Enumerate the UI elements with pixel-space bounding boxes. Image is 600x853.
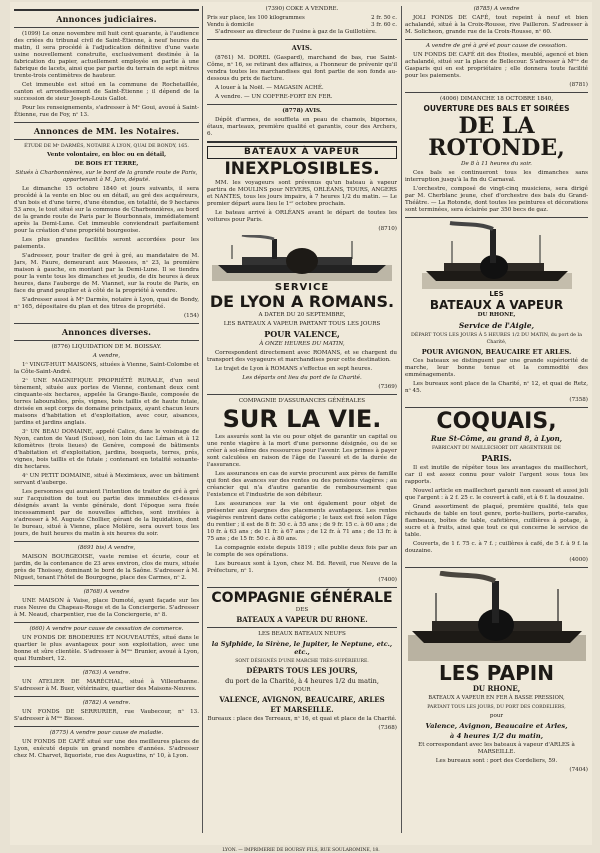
divider <box>14 585 199 586</box>
text-paragraph: Et correspondant avec les bateaux à vapeur d'ARLES à MARSEILLE. <box>418 741 575 755</box>
divider <box>207 39 397 40</box>
section-heading-notaires: Annonces de MM. les Notaires. <box>33 126 180 136</box>
text-paragraph: S'adresser aussi à Mᵉ Darmès, notaire à Lyon, quai de Bondy, nᵒ 165, dépositaire du plan et des titres de propriété. <box>14 297 199 310</box>
text-paragraph: Le trajet de Lyon à ROMANS s'effectue en sept heures. <box>215 366 373 372</box>
ad-heading: BATEAUX A VAPEUR <box>429 297 564 312</box>
ad-line: Service de l'Aigle, <box>458 320 535 330</box>
ad-line: Valence, Avignon, Beaucaire et Arles, <box>425 721 568 730</box>
ad-line: A DATER DU 20 SEPTEMBRE, <box>258 312 346 318</box>
section-heading-judiciaires: Annonces judiciaires. <box>56 14 157 24</box>
notice-subheading: ÉTUDE DE Mᵉ DARMÈS, NOTAIRE À LYON, QUAI DE BONDY, 165. <box>24 144 189 149</box>
ad-heading: BATEAUX À VAPEUR <box>207 146 397 159</box>
ad-heading: COMPAGNIE GÉNÉRALE <box>211 590 393 606</box>
ad-heading: OUVERTURE DES BALS ET SOIRÉES <box>423 104 570 113</box>
text-paragraph: Nouvel article en maillechort garanti non cassant et aussi joli que l'argent : à 2 f. 25 c. le couvert à café, et à 6 f. la douzaine. <box>405 487 588 501</box>
ad-line: DU RHONE, <box>472 683 521 693</box>
ad-heading: COQUAIS, <box>436 408 557 434</box>
ad-line: POUR AVIGNON, BEAUCAIRE ET ARLES. <box>421 347 572 356</box>
divider <box>14 9 199 11</box>
column-rule <box>202 6 203 833</box>
ad-line: PARTANT TOUS LES JOURS, DU PORT DES CORDELIERS, <box>427 704 566 710</box>
ad-line: à 4 heures 1/2 du matin, <box>449 731 544 740</box>
text-paragraph: 2ᵒ UNE MAGNIFIQUE PROPRIÉTÉ RURALE, d'un seul tènement, située aux portes de Vienne, contenant deux cent cinquante-six hectares, appelée la Grange-Baule, composée de terres labourables, prés, vignes, bois taillis et de haute futaie, divisée en sept corps de domaine principaux, ayant chacun leurs maisons d'habitation et d'exploitation, avec cour, aisances, jardins et jardins anglais. <box>14 378 199 426</box>
divider <box>14 122 199 123</box>
divider <box>14 726 199 727</box>
divider <box>14 323 199 324</box>
ad-line: BATEAUX A VAPEUR DU RHONE. <box>236 615 368 624</box>
notice-heading: AVIS. <box>291 44 313 52</box>
text-paragraph: 4ᵒ UN PETIT DOMAINE, situé à Meximieux, avec un bâtiment servant d'auberge. <box>14 473 199 486</box>
price-value: 3 fr. 60 c. <box>371 22 397 28</box>
notice-subheading: A vendre de gré à gré et pour cause de cessation. <box>425 43 568 49</box>
text-paragraph: Les assurances sur la vie ont également pour objet de présenter aux épargnes des placements avantageux. Les rentes viagères rentrent dans cette catégorie ; le taux est fixé selon l'âge du rentier ; il est de 8 fr. 30 c. à 55 ans ; de 9 fr. 15 c. à 60 ans ; de 10 fr. à 63 ans ; de 11 fr. à 67 ans ; de 12 fr. à 71 ans ; de 13 fr. à 75 ans ; de 15 fr. 50 c. à 80 ans. <box>207 501 397 542</box>
divider <box>207 104 397 105</box>
notice-number: (7368) <box>378 725 397 731</box>
text-paragraph: (1099) Le onze novembre mil huit cent quarante, à l'audience des criées du tribunal civil de Saint-Étienne, à neuf heures du matin, il sera procédé à l'adjudication définitive d'une vaste usine nouvellement construite, exclusivement destinée à la fabrication du papier, actuellement employée en partie à une fabrique de lacets, ainsi que par partie du terrain de sept mètres trente-trois centimètres de hauteur. <box>14 31 199 79</box>
ad-line: DÉPART TOUS LES JOURS À 5 HEURES 1/2 DU MATIN, du port de la Charité, <box>411 332 582 345</box>
text-paragraph: MAISON BOURGEOISE, vaste remise et écurie, cour et jardin, de la contenance de 23 ares environ, clos de murs, située près de Thoissey, dominant le bord de la Saône. S'adresser à M. Niguet, tenant l'hôtel de Bourgogne, place des Carmes, nᵒ 2. <box>14 554 199 581</box>
ad-line: VALENCE, AVIGNON, BEAUCAIRE, ARLES <box>219 695 385 704</box>
text-paragraph: UN FONDS DE CAFÉ situé sur une des meilleures places de Lyon, exécuté depuis un grand nombre d'années. S'adresser chez M. Charvet, liquoriste, rue des Augustins, nᵒ 10, à Lyon. <box>14 739 199 759</box>
divider <box>14 666 199 667</box>
notice-subheading: A vendre, <box>92 353 121 359</box>
ad-line: COMPAGNIE D'ASSURANCES GÉNÉRALES <box>238 398 366 404</box>
notice-number: (8710) <box>378 226 397 232</box>
ad-heading: LES PAPIN <box>439 660 554 685</box>
text-paragraph: Ces bateaux se distinguent par une grande supériorité de marche, leur bonne tenue et la commodité des emménagements. <box>405 357 588 378</box>
notice-subheading: (8763) A vendre. <box>82 670 131 676</box>
notice-subheading: (8776) LIQUIDATION DE M. BOISSAY. <box>51 344 162 350</box>
notice-number: (7404) <box>569 766 588 773</box>
text-paragraph: MM. les voyageurs sont prévenus qu'un bateau à vapeur partira de MOULINS pour NEVERS, ORLÉANS, TOURS, ANGERS et NANTES, tous les jours impairs, à 7 heures 1/2 du matin. — Le premier départ aura lieu le 1ᵉʳ octobre prochain. <box>207 180 397 207</box>
notice-subheading: (660) A vendre pour cause de cessation de commerce. <box>29 626 184 632</box>
text-paragraph: UNE MAISON à Vaise, place Dumoté, ayant façade sur les rues Neuve du Chapeau-Rouge et de la Conciergerie. S'adresser à M. Neaud, charpentier, rue de la Conciergerie, nᵒ 8. <box>14 598 199 618</box>
text-paragraph: Le bateau arrivé à ORLÉANS avant le départ de toutes les voitures pour Paris. <box>207 210 397 223</box>
notice-subheading: (8778) AVIS. <box>282 108 322 114</box>
text-paragraph: Correspondent directement avec ROMANS, et se chargent du transport des voyageurs et marchandises pour cette destination. <box>207 350 397 363</box>
notice-number: (154) <box>183 313 199 319</box>
divider <box>405 407 588 408</box>
ad-line: POUR VALENCE, <box>264 329 340 339</box>
price-row <box>207 15 397 22</box>
text-paragraph: UN FONDS DE CAFÉ dit des Étoiles, meublé, agencé et bien achalandé, situé sur la place de Bellecour. S'adresser à Mᵐᵉ de Gasparis qui en est propriétaire ; elle donnera toute facilité pour les paiements. <box>405 52 588 79</box>
text-paragraph: Ces bals se continueront tous les dimanches sans interruption jusqu'à la fin du Carnaval. <box>405 169 588 183</box>
notice-subheading: Vente volontaire, en bloc ou en détail, <box>46 152 167 158</box>
column-rule <box>401 6 402 833</box>
price-label: Pris sur place, les 100 kilogrammes <box>207 15 305 21</box>
text-paragraph: A louer à la Noël. — MAGASIN ACHÉ. <box>215 85 324 91</box>
text-paragraph: UN FONDS DE BRODERIES ET NOUVEAUTÉS, situé dans le quartier le plus avantageux pour son exploitation, avec une bonne et sûre clientèle. S'adresser à Mᵐᵉ Brunier, avoué à Lyon, quai Humbert, 12. <box>14 635 199 662</box>
divider <box>405 217 588 218</box>
text-paragraph: Les plus grandes facilités seront accordées pour les paiements. <box>14 237 199 250</box>
ad-heading: INEXPLOSIBLES. <box>224 159 380 179</box>
ad-line: FABRICANT DU MAILLECHORT DIT ARGENTERIE DE <box>431 445 561 451</box>
notice-number: (7400) <box>378 577 397 583</box>
notice-number: (7369) <box>378 384 397 390</box>
divider <box>405 92 588 93</box>
ad-line: pour <box>489 712 504 719</box>
ad-heading: SUR LA VIE. <box>222 405 382 433</box>
divider <box>14 622 199 623</box>
text-paragraph: UN FONDS DE SERRURIER, rue Vaubecour, nᵒ 13. S'adresser à Mᵐᵉ Biesse. <box>14 709 199 722</box>
steamboat-illustration <box>422 221 572 289</box>
notice-subheading: Situés à Charbonnières, sur le bord de la grande route de Paris, appartenant à M. Jars, député. <box>15 170 198 183</box>
text-paragraph: L'orchestre, composé de vingt-cinq musiciens, sera dirigé par M. Cherblanc jeune, chef d'orchestre des bals du Grand-Théâtre. — La Rotonde, dont toutes les peintures et décorations sont terminées, sera éclairée par 350 becs de gaz. <box>405 185 588 213</box>
text-paragraph: Les assurés sont la vie ou pour objet de garantir un capital ou une rente viagère à la mort d'une personne désignée, ou de se créer à soi-même des ressources pour l'avenir. Les primes à payer sont calculées en raison de l'âge de l'assuré et de la durée de l'assurance. <box>207 434 397 468</box>
text-paragraph: S'adresser au directeur de l'usine à gaz de la Guillotière. <box>215 29 377 35</box>
ad-heading: DE LYON A ROMANS. <box>209 292 395 311</box>
notice-subheading: (8782) A vendre. <box>82 700 131 706</box>
ad-line: De 8 à 11 heures du soir. <box>461 160 532 167</box>
notice-subheading: (8691 bis) A vendre, <box>77 545 136 551</box>
ad-line: À ONZE HEURES DU MATIN, <box>259 341 345 347</box>
text-paragraph: Grand assortiment de plaqué, première qualité, tels que réchauds de table en tout genre, porte-huiliers, porte-carafes, flambeaux, boîtes de table, cafetières, cuillières à potage, à sucre et à fruits, ainsi que tout ce qui concerne le service de table. <box>405 503 588 538</box>
text-paragraph: Bureaux : place des Terreaux, nᵒ 16, et quai et place de la Charité. <box>207 716 397 722</box>
ad-line: POUR <box>293 687 311 693</box>
text-paragraph: Les bureaux sont à Lyon, chez M. Ed. Reveil, rue Neuve de la Préfecture, nᵒ 1. <box>207 561 397 574</box>
ad-line: LES BEAUX BATEAUX NEUFS <box>258 631 346 637</box>
ad-line: Rue St-Côme, au grand 8, à Lyon, <box>430 433 563 443</box>
text-paragraph: S'adresser, pour traiter de gré à gré, au mandataire de M. Jars, M. Faure, demeurant aux Massues, nᵒ 23, la première maison à gauche, en montant par la Demi-Lune. Il se tiendra pour la vente tous les dimanches et jeudis, de dix heures à deux heures, dans l'auberge de M. Viannet, sur la route de Paris, en face du grand peuplier et à côté de la propriété à vendre. <box>14 253 199 294</box>
ad-line: ET MARSEILLE. <box>270 705 334 714</box>
ad-line: SONT DÉSIGNÉS D'UNE MARCHE TRÈS-SUPÉRIEURE. <box>235 659 369 664</box>
price-label: Vendu à domicile <box>207 22 254 28</box>
text-paragraph: Cet immeuble est situé en la commune de Rochetaillée, canton et arrondissement de Saint-Étienne ; il dépend de la succession de sieur Joseph-Louis Gallot. <box>14 82 199 102</box>
text-paragraph: Il est inutile de répéter tous les avantages du maillechort, car il est assez connu pour valoir l'argent sous tous les rapports. <box>405 464 588 485</box>
text-paragraph: (8761) M. DOREL (Gaspard), marchand de bas, rue Saint-Côme, nᵒ 16, se retirant des affaires, a l'honneur de prévenir qu'il vendra toutes les marchandises qui font partie de son fonds au-dessous du prix de facture. <box>207 55 397 82</box>
ad-heading: DE LA ROTONDE, <box>428 112 565 161</box>
divider <box>405 39 588 40</box>
newspaper-page <box>10 2 592 853</box>
ad-line: DES <box>295 607 309 613</box>
ad-heading: SERVICE <box>274 282 330 293</box>
text-paragraph: 1ᵒ VINGT-HUIT MAISONS, situées à Vienne, Saint-Colombe et la Côte-Saint-André. <box>14 362 199 375</box>
ad-heading: LES <box>489 289 504 298</box>
ad-line: BATEAUX A VAPEUR EN FER À BASSE PRESSION, <box>428 694 565 701</box>
text-paragraph: Le dimanche 15 octobre 1840 et jours suivants, il sera procédé à la vente en bloc ou en détail, au gré des acquéreurs, d'un bois et d'une terre, d'une étendue, en totalité, de 9 hectares 53 ares, le tout situé sur la commune de Charbonnières, au bord de la grande route de Paris par le Bourbonnais, immédiatement après la Demi-Lune. Cet immeuble conviendrait parfaitement pour la création d'une propriété bourgeoise. <box>14 186 199 234</box>
ad-line: DÉPARTS TOUS LES JOURS, <box>246 666 358 675</box>
steamboat-illustration <box>212 235 392 281</box>
text-paragraph: Les assurances en cas de survie procurent aux pères de famille qui font des avances sur des rentes ou des pensions viagères ; au créancier qui n'a d'autre garantie de remboursement que l'existence et l'industrie de son débiteur. <box>207 471 397 498</box>
notice-subheading: (7390) COKE A VENDRE. <box>265 6 339 12</box>
text-paragraph: Pour les renseignements, s'adresser à Mᵉ Goui, avoué à Saint-Étienne, rue de Foy, nᵒ 13. <box>14 105 199 118</box>
column-right <box>405 6 588 835</box>
notice-subheading: (8768) A vendre <box>83 589 130 595</box>
divider <box>14 541 199 542</box>
ad-line: LES BATEAUX A VAPEUR PARTANT TOUS LES JOURS <box>223 321 381 327</box>
text-paragraph: 3ᵒ UN BEAU DOMAINE, appelé Calice, dans le voisinage de Nyon, canton de Vaud (Suisse), non loin du lac Léman et à 12 kilomètres (trois lieues) de Genève, composé de bâtiments d'habitation et d'exploitation, jardins, bosquets, terres, prés, vignes, bois taillis et de futaie ; contenant en totalité soixante-dix hectares. <box>14 429 199 470</box>
text-paragraph: Dépôt d'armes, de souffleta en peau de chamois, bigornes, étaux, marteaux, première qualité et garantis, cour des Archers, 6. <box>207 117 397 137</box>
price-value: 2 fr. 50 c. <box>371 15 397 21</box>
text-paragraph: La compagnie existe depuis 1819 ; elle publie deux fois par an le compte de ses opérations. <box>207 545 397 558</box>
text-paragraph: Couverts, de 1 f. 75 c. à 7 f. ; cuillères à café, de 5 f. à 9 f. la douzaine. <box>405 540 588 554</box>
text-paragraph: Les départs ont lieu du port de la Charité. <box>242 375 362 381</box>
divider <box>207 587 397 588</box>
divider <box>14 139 199 140</box>
steamboat-illustration <box>408 571 586 661</box>
section-heading-diverses: Annonces diverses. <box>61 327 152 337</box>
column-middle <box>207 6 397 835</box>
divider <box>207 394 397 395</box>
divider <box>405 567 588 568</box>
ad-line: du port de la Charité, à 4 heures 1/2 du matin, <box>225 677 379 685</box>
notice-number: (4000) <box>569 556 588 563</box>
price-row <box>207 22 397 29</box>
printer-footer: LYON. — IMPRIMERIE DE BOURSY FILS, RUE SOULAROMINE, 18. <box>222 848 380 853</box>
notice-subheading: (8775) A vendre pour cause de maladie. <box>49 730 164 736</box>
notice-number: (7358) <box>569 396 588 403</box>
text-paragraph: Les personnes qui auraient l'intention de traiter de gré à gré sur l'acquisition de tout ou partie des immeubles ci-dessus désignés avant la vente générale, dont l'époque sera fixée incessamment par de nouvelles affiches, sont invitées à s'adresser à M. Auguste Chollier, gérant de la liquidation, dont le bureau, situé à Vienne, place Molière, sera ouvert tous les jours, de huit heures du matin à six heures du soir. <box>14 489 199 537</box>
text-paragraph: Les bureaux sont : port des Cordeliers, 59. <box>435 757 558 764</box>
notice-number: (8781) <box>569 82 588 88</box>
ad-line: la Sylphide, la Sirène, le Jupiter, le Neptune, etc., etc., <box>211 640 393 656</box>
text-paragraph: JOLI FONDS DE CAFÉ, tout repeint à neuf et bien achalandé, situé à la Croix-Rousse, rive Pailleron. S'adresser à M. Solicheon, grande rue de la Croix-Rousse, nᵒ 60. <box>405 15 588 35</box>
divider <box>14 696 199 697</box>
ad-line: DU RHONE, <box>477 311 516 318</box>
divider <box>14 27 199 28</box>
notice-subheading: (8785) A vendre <box>473 6 520 12</box>
notice-subheading: DE BOIS ET TERRE, <box>74 161 139 167</box>
column-left <box>14 6 199 835</box>
text-paragraph: UN ATELIER DE MARÉCHAL, situé à Villeurbanne. S'adresser à M. Buer, vétérinaire, quartier des Maisons-Neuves. <box>14 679 199 692</box>
divider <box>207 627 397 628</box>
divider <box>14 340 199 341</box>
ad-line: PARIS. <box>481 452 512 463</box>
text-paragraph: Les bureaux sont place de la Charité, nᵒ 12, et quai de Retz, nᵒ 45. <box>405 380 588 394</box>
notice-subheading: (4006) DIMANCHE 18 OCTOBRE 1840, <box>439 96 554 102</box>
text-paragraph: A vendre. — UN COFFRE-FORT EN FER. <box>215 94 333 100</box>
divider <box>207 141 397 143</box>
